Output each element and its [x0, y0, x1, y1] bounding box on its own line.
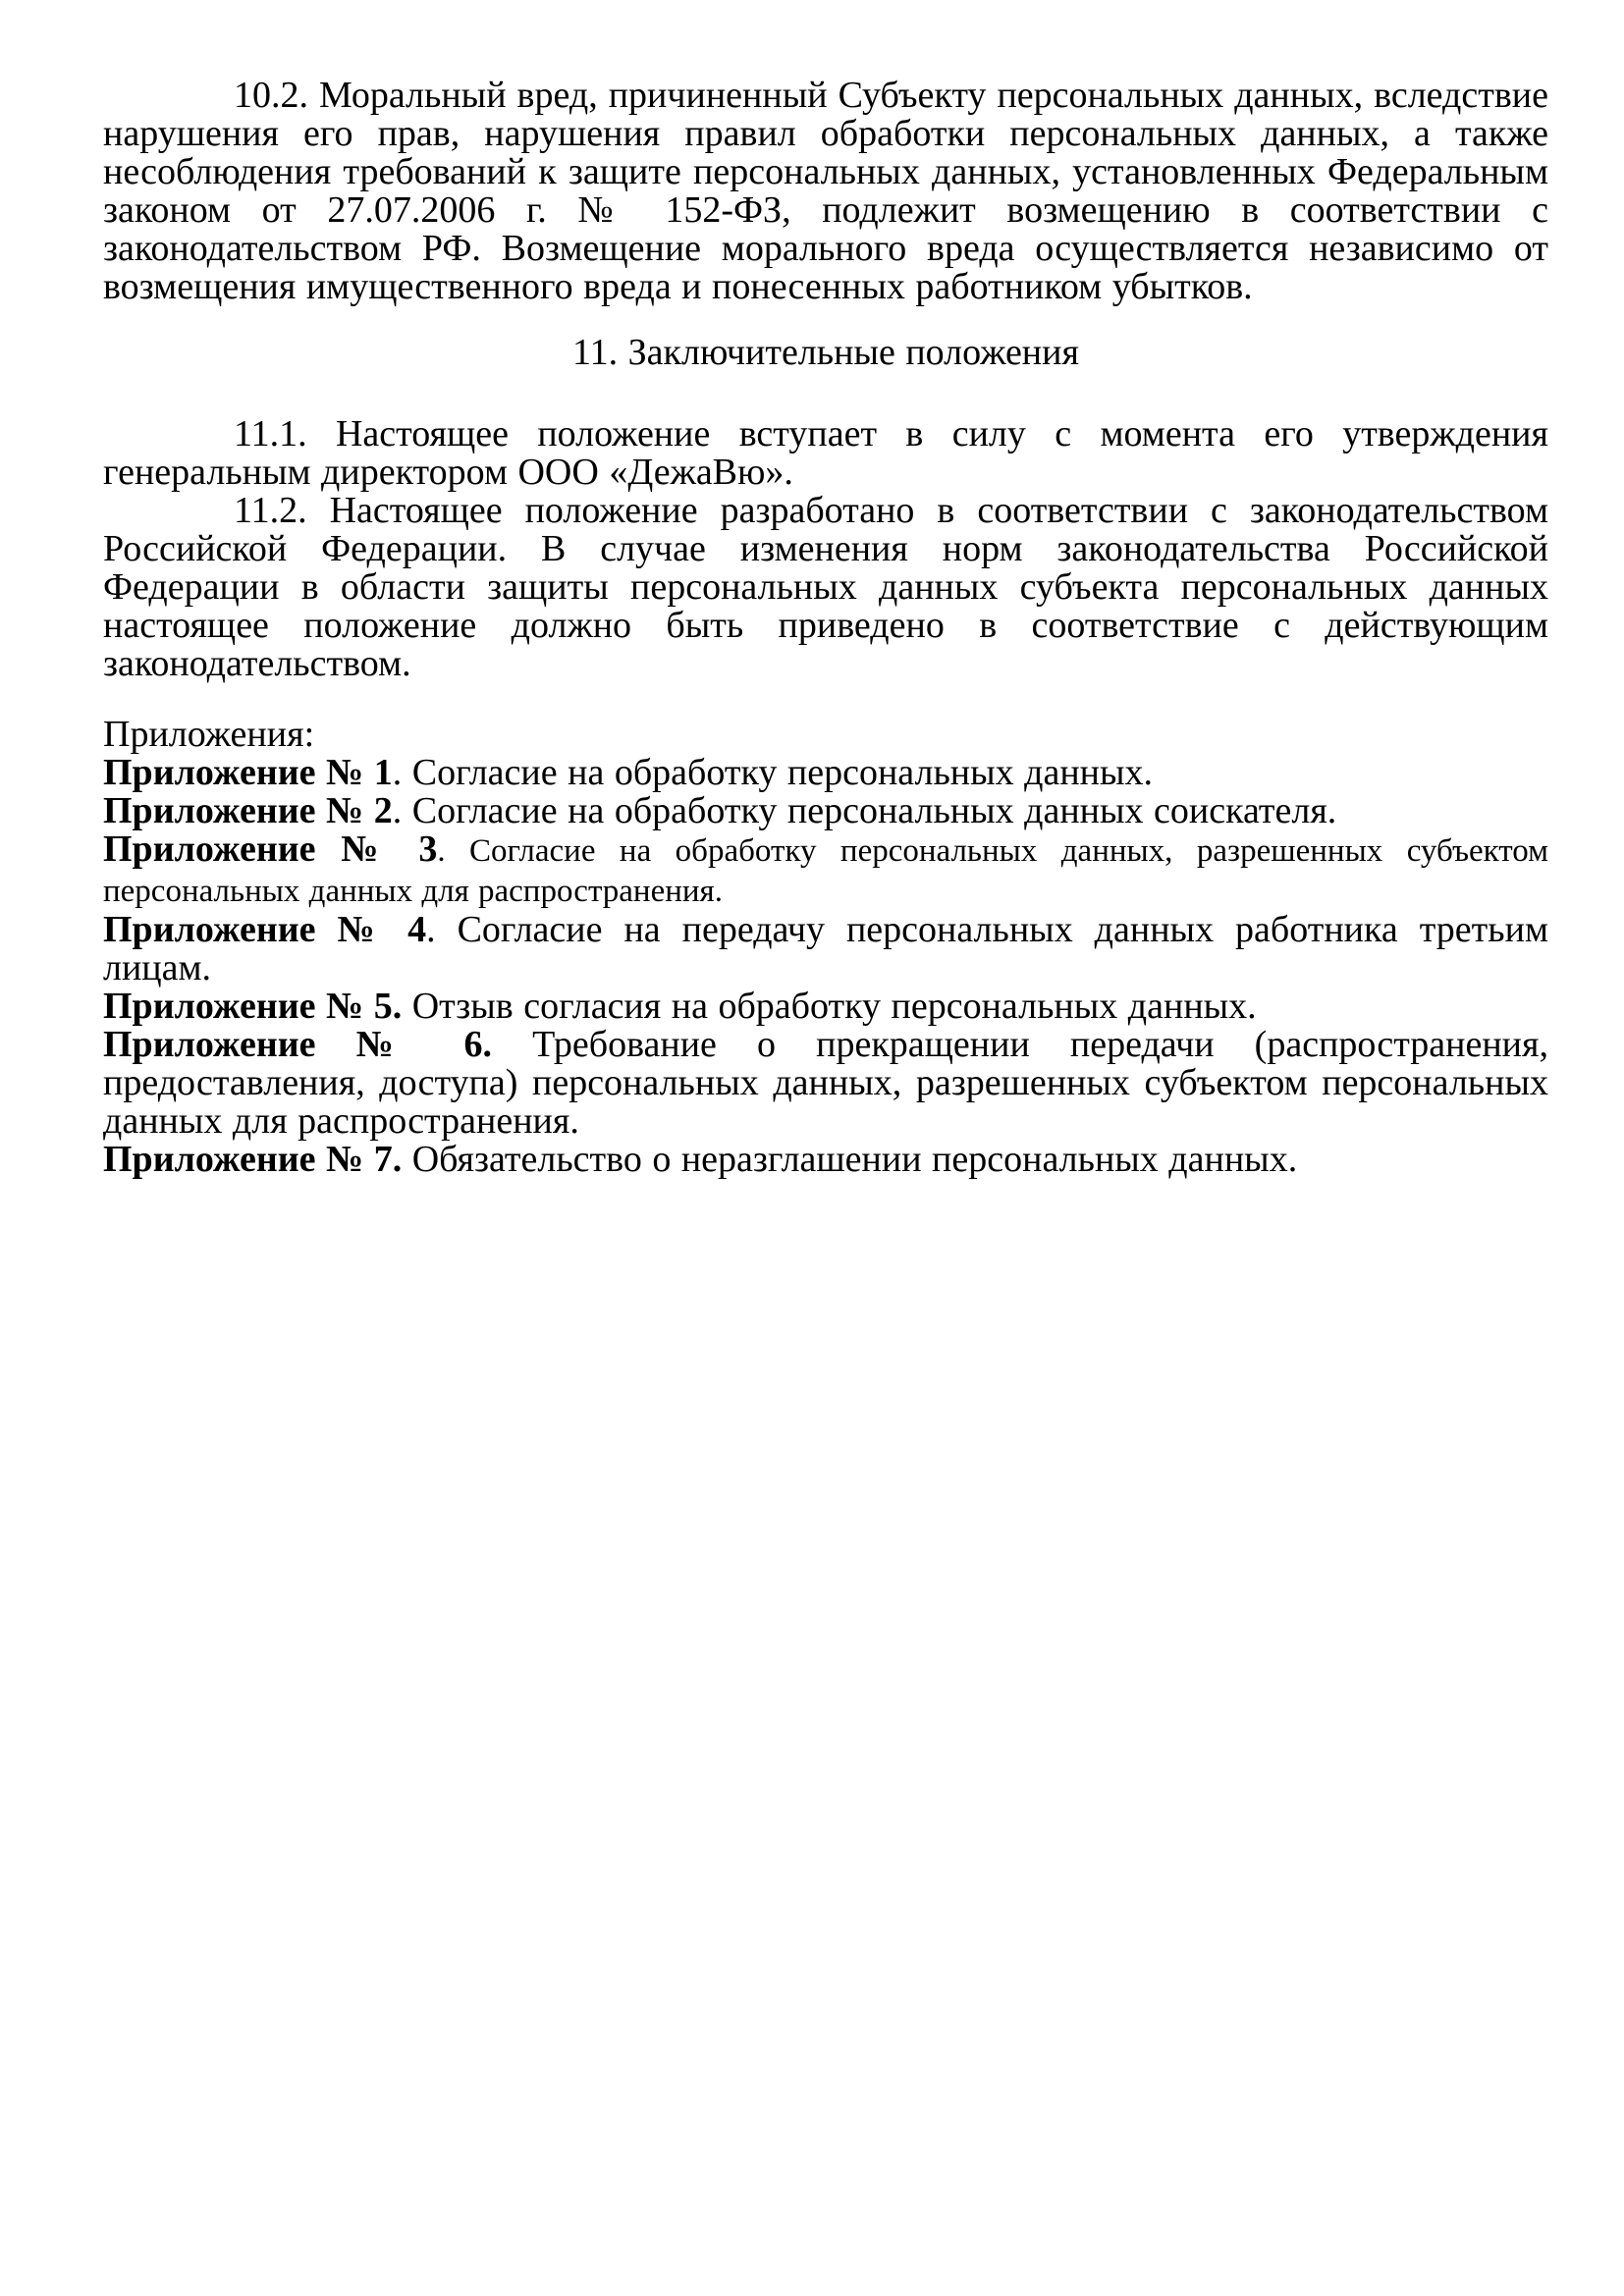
appendix-item-3 [103, 830, 1548, 911]
appendix-item-4 [103, 911, 1548, 988]
appendix-2-text: . Согласие на обработку персональных данных соискателя. [392, 790, 1337, 831]
appendix-item-6 [103, 1026, 1548, 1141]
section-heading-final-provisions: 11. Заключительные положения [572, 332, 1079, 373]
appendix-1-label: Приложение № 1 [103, 752, 393, 793]
appendix-7-text: Обязательство о неразглашении персональных данных. [402, 1139, 1298, 1180]
appendices-title: Приложения: [103, 714, 315, 755]
appendix-5-text: Отзыв согласия на обработку персональных данных. [402, 986, 1257, 1027]
paragraph-10-2: 10.2. Моральный вред, причиненный Субъекту персональных данных, вследствие нарушения его прав, нарушения правил обработки персональных данных, а также несоблюдения требований к защите персональных данных, установленных Федеральным законом от 27.07.2006 г. № 152-ФЗ, подлежит возмещению в соответствии с законодательством РФ. Возмещение морального вреда осуществляется независимо от возмещения имущественного вреда и понесенных работником убытков. [103, 75, 1548, 307]
paragraph-11-1: 11.1. Настоящее положение вступает в силу с момента его утверждения генеральным директором ООО «ДежаВю». [103, 413, 1548, 493]
appendix-3-text: . Согласие на обработку персональных данных, разрешенных субъектом персональных данных для распространения. [103, 833, 1549, 909]
paragraph-11-2: 11.2. Настоящее положение разработано в соответствии с законодательством Российской Федерации. В случае изменения норм законодательства Российской Федерации в области защиты персональных данных субъекта персональных данных настоящее положение должно быть приведено в соответствие с действующим законодательством. [103, 490, 1548, 684]
appendix-3-label: Приложение № 3 [103, 828, 438, 870]
appendix-2-label: Приложение № 2 [103, 790, 393, 831]
appendix-4-text: . Согласие на передачу персональных данных работника третьим лицам. [103, 909, 1548, 988]
appendix-6-label: Приложение № 6. [103, 1024, 493, 1065]
appendix-7-label: Приложение № 7. [103, 1139, 403, 1180]
appendix-item-5 [103, 988, 1548, 1026]
appendix-item-1 [103, 754, 1548, 792]
appendix-5-label: Приложение № 5. [103, 986, 403, 1027]
appendix-1-text: . Согласие на обработку персональных данных. [392, 752, 1154, 793]
appendix-item-7 [103, 1141, 1548, 1179]
appendix-6-text: Требование о прекращении передачи (распространения, предоставления, доступа) персональных данных, разрешенных субъектом персональных данных для распространения. [103, 1024, 1548, 1142]
appendix-item-2 [103, 792, 1548, 830]
appendix-4-label: Приложение № 4 [103, 909, 427, 950]
